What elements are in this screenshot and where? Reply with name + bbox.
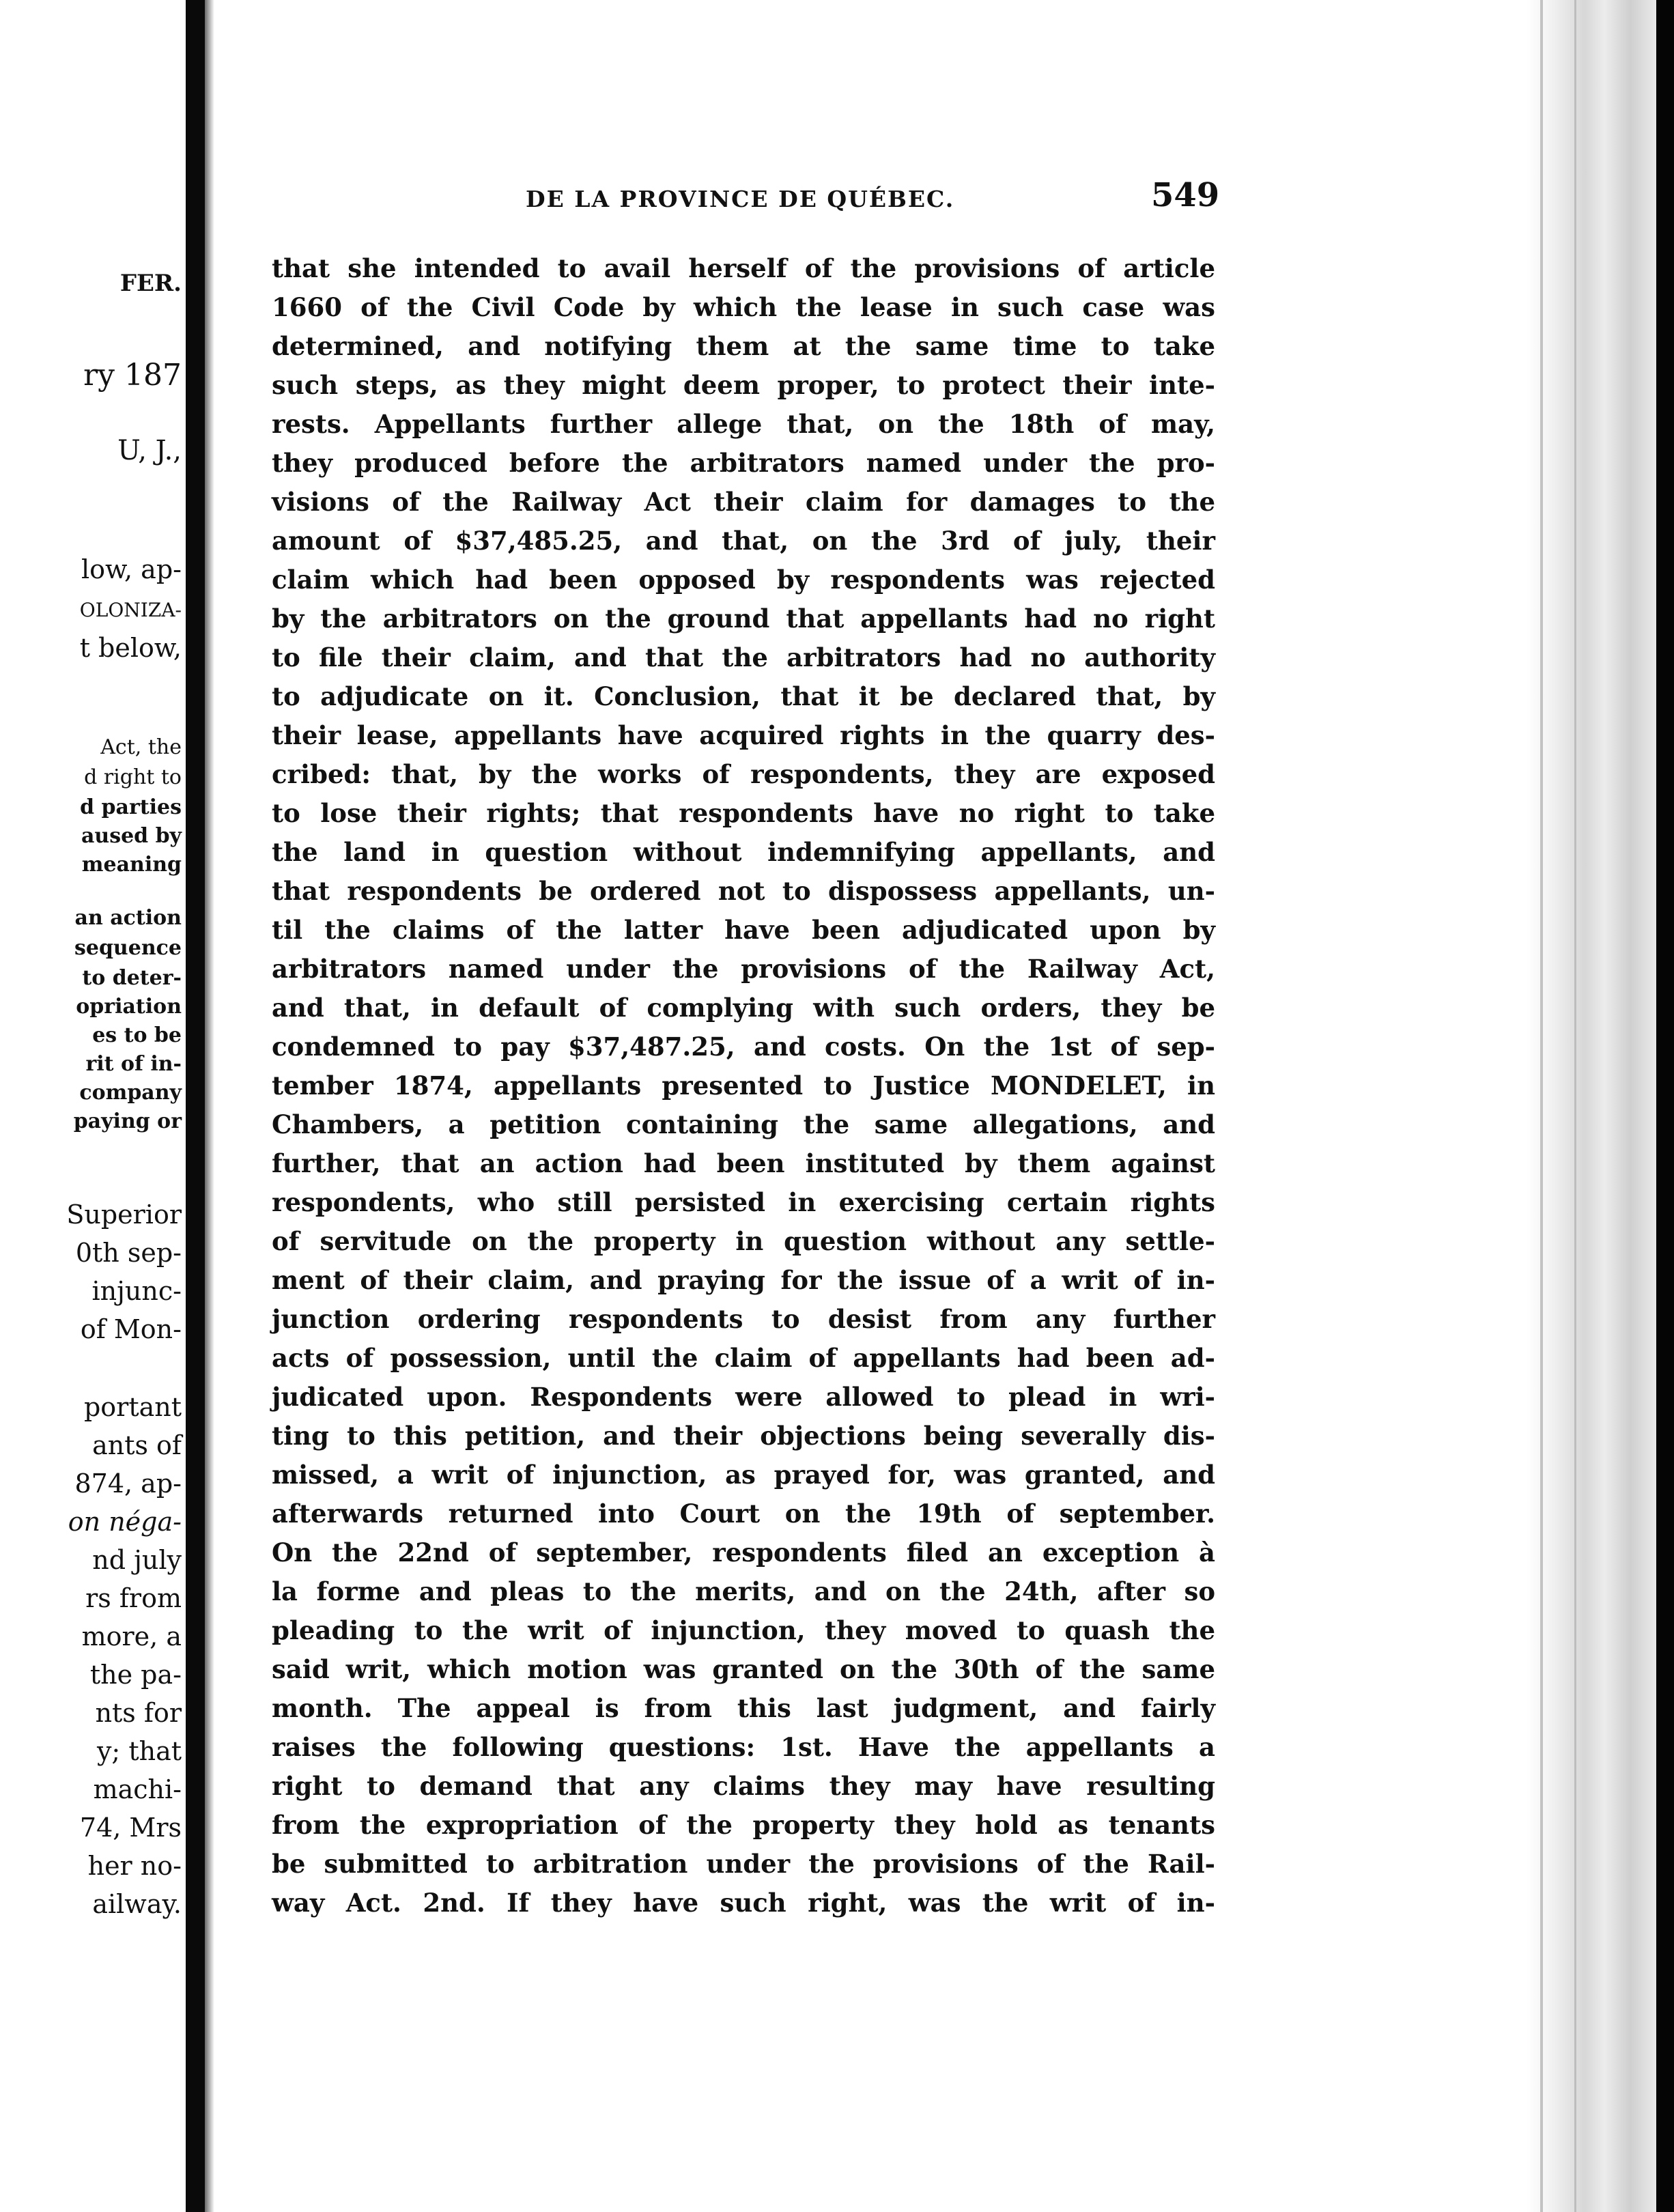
text-line: they produced before the arbitrators named under the pro- [272, 448, 1215, 478]
left-fragment: t below, [79, 633, 182, 663]
book-gutter [186, 0, 205, 2212]
page-edge-stack [1527, 0, 1656, 2212]
text-line: la forme and pleas to the merits, and on the 24th, after so [272, 1576, 1215, 1606]
left-fragment: an action [74, 906, 182, 930]
text-line: respondents, who still persisted in exercising certain rights [272, 1187, 1215, 1217]
left-fragment: sequence [74, 936, 182, 960]
left-fragment: d parties [80, 795, 182, 819]
left-fragment: paying or [73, 1109, 182, 1133]
left-fragment: ants of [92, 1430, 182, 1460]
text-line: rests. Appellants further allege that, on the 18th of may, [272, 409, 1215, 439]
text-line: month. The appeal is from this last judgment, and fairly [272, 1693, 1215, 1723]
left-facing-page [0, 0, 186, 2212]
text-line: to file their claim, and that the arbitrators had no authority [272, 642, 1215, 672]
text-line: determined, and notifying them at the same time to take [272, 331, 1215, 361]
left-fragment: U, J., [117, 435, 182, 466]
body-paragraph [272, 249, 1215, 1923]
text-line: be submitted to arbitration under the provisions of the Rail- [272, 1849, 1215, 1879]
text-line: 1660 of the Civil Code by which the lease in such case was [272, 292, 1215, 322]
left-fragment: opriation [76, 995, 182, 1019]
text-line: ting to this petition, and their objections being severally dis- [272, 1421, 1215, 1451]
scan-border [1656, 0, 1674, 2212]
left-fragment: es to be [92, 1023, 182, 1047]
text-line: that she intended to avail herself of the provisions of article [272, 253, 1215, 283]
left-fragment: Act, the [100, 735, 182, 759]
text-line: the land in question without indemnifying appellants, and [272, 837, 1215, 867]
text-line: claim which had been opposed by respondents was rejected [272, 565, 1215, 595]
left-fragment: low, ap- [81, 554, 182, 584]
text-line: tember 1874, appellants presented to Justice MONDELET, in [272, 1070, 1215, 1101]
left-fragment: aused by [81, 824, 182, 848]
text-line: On the 22nd of september, respondents filed an exception à [272, 1537, 1215, 1568]
left-fragment: 74, Mrs [79, 1813, 182, 1843]
text-line: from the expropriation of the property they hold as tenants [272, 1810, 1215, 1840]
text-line: cribed: that, by the works of respondents, they are exposed [272, 759, 1215, 789]
text-line: afterwards returned into Court on the 19th of september. [272, 1499, 1215, 1529]
left-fragment: of Mon- [80, 1314, 182, 1344]
left-fragment: y; that [96, 1736, 182, 1766]
left-fragment: d right to [84, 765, 182, 789]
text-line: raises the following questions: 1st. Have the appellants a [272, 1732, 1215, 1762]
gutter-shadow [205, 0, 214, 2212]
left-fragment: rs from [85, 1583, 182, 1613]
left-fragment: her no- [87, 1851, 182, 1881]
text-line: ment of their claim, and praying for the issue of a writ of in- [272, 1265, 1215, 1295]
text-line: said writ, which motion was granted on the 30th of the same [272, 1654, 1215, 1684]
text-line: by the arbitrators on the ground that appellants had no right [272, 604, 1215, 634]
left-fragment: more, a [81, 1621, 182, 1651]
text-line: junction ordering respondents to desist from any further [272, 1304, 1215, 1334]
left-fragment: 0th sep- [75, 1238, 182, 1268]
left-fragment: rit of in- [85, 1052, 182, 1076]
left-fragment: ry 187 [83, 358, 182, 393]
left-fragment: FER. [119, 270, 182, 297]
text-line: to adjudicate on it. Conclusion, that it be declared that, by [272, 681, 1215, 711]
text-line: acts of possession, until the claim of appellants had been ad- [272, 1343, 1215, 1373]
left-fragment: company [79, 1081, 182, 1105]
running-title: DE LA PROVINCE DE QUÉBEC. [526, 186, 955, 212]
text-line: further, that an action had been instituted by them against [272, 1148, 1215, 1178]
left-fragment: nd july [92, 1545, 182, 1575]
text-line: arbitrators named under the provisions of the Railway Act, [272, 954, 1215, 984]
text-line: their lease, appellants have acquired rights in the quarry des- [272, 720, 1215, 750]
text-line: judicated upon. Respondents were allowed to plead in wri- [272, 1382, 1215, 1412]
left-fragment: ailway. [92, 1889, 182, 1919]
text-line: missed, a writ of injunction, as prayed for, was granted, and [272, 1460, 1215, 1490]
left-fragment: injunc- [91, 1276, 182, 1306]
text-line: amount of $37,485.25, and that, on the 3rd of july, their [272, 526, 1215, 556]
text-line: pleading to the writ of injunction, they moved to quash the [272, 1615, 1215, 1645]
left-fragment: the pa- [89, 1660, 182, 1690]
text-line: right to demand that any claims they may have resulting [272, 1771, 1215, 1801]
text-line: that respondents be ordered not to dispossess appellants, un- [272, 876, 1215, 906]
text-line: Chambers, a petition containing the same allegations, and [272, 1109, 1215, 1139]
text-line: way Act. 2nd. If they have such right, was the writ of in- [272, 1888, 1215, 1918]
text-line: to lose their rights; that respondents have no right to take [272, 798, 1215, 828]
left-fragment: nts for [95, 1698, 182, 1728]
left-fragment: Superior [66, 1200, 182, 1230]
left-fragment: OLONIZA- [79, 599, 182, 621]
text-line: condemned to pay $37,487.25, and costs. On the 1st of sep- [272, 1032, 1215, 1062]
left-fragment: 874, ap- [74, 1469, 182, 1499]
left-fragment: on néga- [68, 1507, 182, 1537]
text-line: til the claims of the latter have been adjudicated upon by [272, 915, 1215, 945]
text-line: such steps, as they might deem proper, to protect their inte- [272, 370, 1215, 400]
left-fragment: machi- [93, 1774, 182, 1804]
left-fragment: meaning [81, 853, 182, 877]
text-line: and that, in default of complying with such orders, they be [272, 993, 1215, 1023]
page-number: 549 [1151, 176, 1220, 214]
text-line: visions of the Railway Act their claim for damages to the [272, 487, 1215, 517]
text-line: of servitude on the property in question without any settle- [272, 1226, 1215, 1256]
left-fragment: portant [83, 1392, 182, 1422]
left-fragment: to deter- [82, 966, 182, 990]
